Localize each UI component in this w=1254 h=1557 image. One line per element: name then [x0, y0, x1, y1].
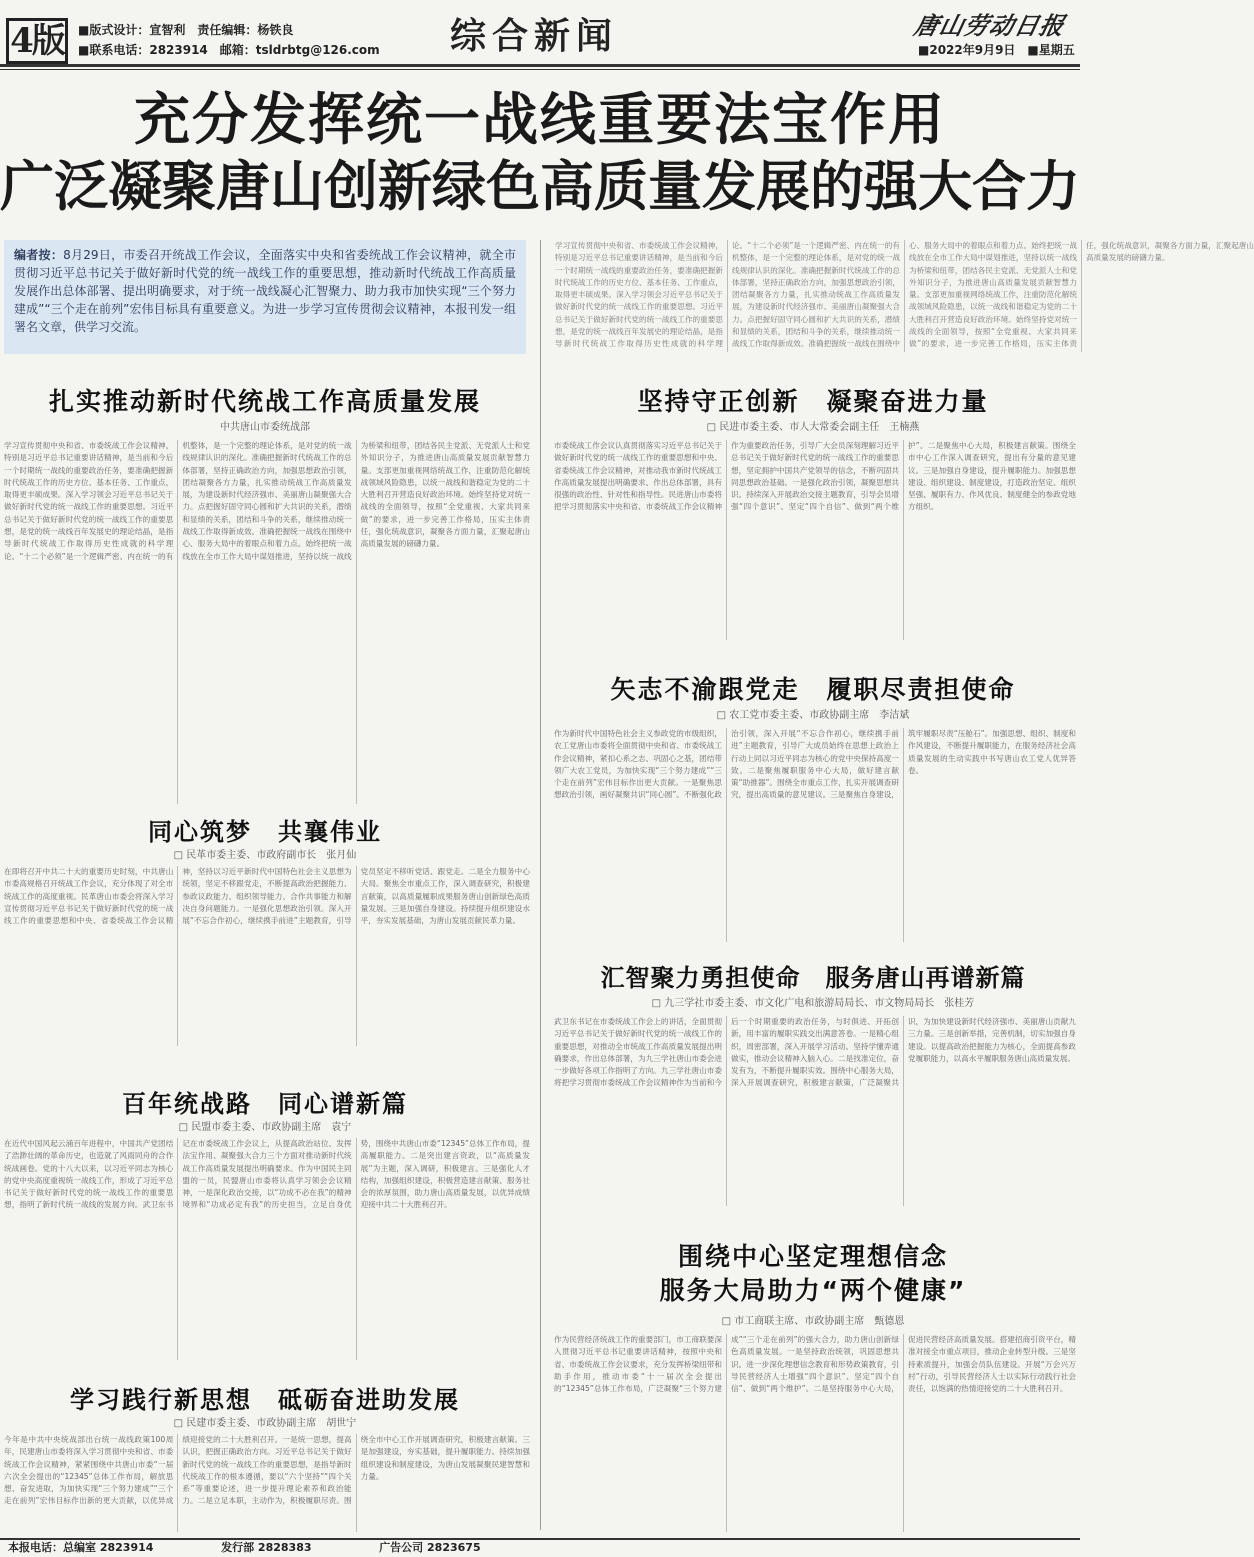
article-byline: □ 民建市委主委、市政协副主席 胡世宁: [173, 1418, 357, 1429]
article-byline: □ 九三学社市委主委、市文化广电和旅游局局长、市文物局局长 张桂芳: [651, 998, 975, 1009]
article-body: 在即将召开中共二十大的重要历史时刻，中共唐山市委高规格召开统战工作会议，充分体现了对全市统战工作的高度重视。民革唐山市委会将深入学习宣传贯彻习近平总书记关于做好新时代党的统一战线工作的重要思想和中央、省委统战工作会议精神，坚持以习近平新时代中国特色社会主义思想为统领，坚定不移跟党走，不断提高政治把握能力、参政议政能力、组织领导能力、合作共事能力和解决自身问题能力。一是强化思想政治引领。深入开展“不忘合作初心，继续携手前进”主题教育，引导党员坚定不移听党话、跟党走。二是全力服务中心大局。聚焦全市重点工作，深入调查研究，积极建言献策，以高质量履职成果服务唐山创新绿色高质量发展。三是加强自身建设。持续提升组织建设水平，夯实发展基础，为唐山发展贡献民革力量。: [4, 867, 530, 926]
article-title: 同心筑梦 共襄伟业: [148, 818, 382, 846]
newspaper-logo: 唐山劳动日报: [911, 11, 1068, 40]
article-title: 围绕中心坚定理想信念 服务大局助力“两个健康”: [659, 1242, 967, 1305]
masthead-rule: [0, 64, 1080, 67]
article-title: 学习践行新思想 砥砺奋进助发展: [70, 1386, 460, 1414]
article-title: 矢志不渝跟党走 履职尽责担使命: [610, 675, 1016, 704]
footer-ads-phone: 广告公司 2823675: [379, 1541, 481, 1554]
article-byline: □ 农工党市委主委、市政协副主席 李洁斌: [716, 710, 910, 721]
footer: [0, 1538, 1080, 1557]
article-continuation: 学习宣传贯彻中央和省、市委统战工作会议精神，特别是习近平总书记重要讲话精神，是当前和今后一个时期统一战线的重要政治任务，要准确把握新时代统战工作的历史方位、基本任务、工作重点，取得更丰硕成果。深入学习领会习近平总书记关于做好新时代党的统一战线工作的重要思想。习近平总书记关于做好新时代党的统一战线工作的重要思想，是党的统一战线百年发展史的理论结晶，是指导新时代统战工作取得历史性成就的科学理论。“十二个必须”是一个逻辑严密、内在统一的有机整体，是一个完整的理论体系，是对党的统一战线规律认识的深化。准确把握新时代统战工作的总体部署，坚持正确政治方向，加强思想政治引领，团结凝聚各方力量，扎实推动统战工作高质量发展，为建设新时代经济强市、美丽唐山凝聚强大合力。点把握好固守同心圆和扩大共识的关系，潜绩和显绩的关系，团结和斗争的关系，继续推动统一战线工作取得新成效。准确把握统一战线在围绕中心、服务大局中的着眼点和着力点。始终把统一战线放在全市工作大局中谋划推进，坚持以统一战线为桥梁和纽带，团结各民主党派、无党派人士和党外知识分子，为推进唐山高质量发展贡献智慧力量。支部更加重视网络统战工作，注重防范化解统战领域风险隐患，以统一战线和谐稳定为党的二十大胜利召开营造良好政治环境。始终坚持党对统一战线的全面领导，按照“全党重视、大家共同来做”的要求，进一步完善工作格局，压实主体责任，强化统战意识，凝聚各方面力量，汇聚起唐山高质量发展的磅礴力量。: [555, 241, 1254, 349]
article-body: 今年是中共中央统战部出台统一战线政策100周年，民建唐山市委将深入学习贯彻中央和省、市委统战工作会议精神，紧紧围绕中共唐山市委“一届六次全会提出的“12345”总体工作布局，解放思想、奋发进取，为加快实现“三个努力建成”“三个走在前列”宏伟目标作出新的更大贡献，以优异成绩迎接党的二十大胜利召开。一是统一思想，提高认识，把握正确政治方向。习近平总书记关于做好新时代党的统一战线工作的重要思想，是指导新时代统战工作的根本遵循，要以“六个坚持”“四个关系”等重要论述，进一步提升理论素养和政治能力。二是立足本职，主动作为，积极履职尽责。围绕全市中心工作开展调查研究，积极建言献策。三是加强建设，夯实基础，提升履职能力。持续加强组织建设和制度建设，为唐山发展凝聚民建智慧和力量。: [4, 1435, 530, 1506]
article-body: 作为新时代中国特色社会主义参政党的市级组织，农工党唐山市委将全面贯彻中央和省、市委统战工作会议精神，紧扣心系之志、巩固心之基，团结带领广大农工党员，为加快实现“三个努力建成”“三个走在前列”宏伟目标作出更大贡献。一是聚焦思想政治引领，画好凝聚共识“同心圆”。不断强化政治引领，深入开展“不忘合作初心，继续携手前进”主题教育，引导广大成员始终在思想上政治上行动上同以习近平同志为核心的党中央保持高度一致。二是聚焦履职服务中心大局，做好建言献策“助推器”。围绕全市重点工作，扎实开展调查研究，提出高质量的意见建议。三是聚焦自身建设，筑牢履职尽责“压舱石”。加强思想、组织、制度和作风建设，不断提升履职能力，在服务经济社会高质量发展的生动实践中书写唐山农工党人优异答卷。: [554, 729, 1076, 800]
headline-line-2: 广泛凝聚唐山创新绿色高质量发展的强大合力: [0, 155, 1080, 218]
column-divider: [540, 240, 541, 1530]
article-body: 作为民营经济统战工作的重要部门，市工商联要深入贯彻习近平总书记重要讲话精神，按照中央和省、市委统战工作会议要求，充分发挥桥梁纽带和助手作用，推动市委“十一届次全会提出的“12345”总体工作布局，广泛凝聚“三个努力建成”“三个走在前列”的强大合力，助力唐山创新绿色高质量发展。一是坚持政治统领，巩固思想共识。进一步深化理想信念教育和形势政策教育，引导民营经济人士增强“四个意识”、坚定“四个自信”、做到“两个维护”。二是坚持服务中心大局，促进民营经济高质量发展。搭建招商引资平台，精准对接全市重点项目，推动企业转型升级。三是坚持素质提升，加强会员队伍建设。开展“万会兴万村”行动，引导民营经济人士以实际行动践行社会责任，以饱满的热情迎接党的二十大胜利召开。: [554, 1335, 1076, 1394]
article-byline: 中共唐山市委统战部: [220, 422, 310, 433]
footer-distribution-phone: 发行部 2828383: [221, 1541, 312, 1554]
design-credit: ■版式设计：宣智利 责任编辑：杨铁良: [78, 23, 294, 37]
article-title: 百年统战路 同心谱新篇: [122, 1090, 408, 1118]
editor-note: [4, 240, 526, 354]
article-body: 武卫东书记在市委统战工作会上的讲话，全面贯彻习近平总书记关于做好新时代党的统一战线工作的重要思想，对推动全市统战工作高质量发展提出明确要求，作出总体部署，为九三学社唐山市委会进一步做好各项工作指明了方向。九三学社唐山市委将把学习贯彻市委统战工作会议精神作为当前和今后一个时期重要的政治任务，与时俱进、开拓创新，用丰富的履职实践交出满意答卷。一是精心组织，周密部署，深入开展学习活动。坚持学懂弄通做实，推动会议精神入脑入心。二是找准定位，奋发有为，不断提升履职实效。围绕中心服务大局，深入开展调查研究，积极建言献策，广泛凝聚共识，为加快建设新时代经济强市、美丽唐山贡献九三力量。三是创新举措，完善机制，切实加强自身建设。以提高政治把握能力为核心，全面提高参政党履职能力，以高水平履职服务唐山高质量发展。: [554, 1017, 1076, 1088]
article-title: 扎实推动新时代统战工作高质量发展: [48, 387, 481, 416]
editor-note-label: 编者按：: [14, 248, 64, 262]
article-title: 汇智聚力勇担使命 服务唐山再谱新篇: [600, 964, 1026, 992]
article-byline: □ 市工商联主席、市政协副主席 甄德恩: [721, 1316, 905, 1327]
footer-office-phone: 本报电话：总编室 2823914: [8, 1541, 154, 1554]
headline-line-1: 充分发挥统一战线重要法宝作用: [134, 88, 946, 153]
article-byline: □ 民革市委主委、市政府副市长 张月仙: [173, 850, 357, 861]
article-byline: □ 民进市委主委、市人大常委会副主任 王楠燕: [706, 422, 920, 433]
article-title: 坚持守正创新 凝聚奋进力量: [637, 387, 989, 416]
issue-date: ■2022年9月9日 ■星期五: [918, 43, 1075, 57]
article-byline: □ 民盟市委主委、市政协副主席 袁宁: [178, 1122, 352, 1133]
editor-note-text: 8月29日，市委召开统战工作会议，全面落实中央和省委统战工作会议精神，就全市贯彻习近平总书记关于做好新时代党的统一战线工作的重要思想，推动新时代统战工作高质量发展作出总体部署、提出明确要求，对于统一战线凝心汇智聚力、助力我市加快实现“三个努力建成”“三个走在前列”宏伟目标具有重要意义。为进一步学习宣传贯彻会议精神，本报刊发一组署名文章，供学习交流。: [14, 248, 516, 334]
article-body: 在近代中国风起云涌百年进程中，中国共产党团结了浩渺壮阔的革命历史，也造就了风雨同舟的合作统战画卷。党的十八大以来，以习近平同志为核心的党中央高度重视统一战线工作，形成了习近平总书记关于做好新时代党的统一战线工作的重要思想，指明了新时代统一战线的发展方向。武卫东书记在市委统战工作会议上，从提高政治站位、发挥法宝作用、凝聚强大合力三个方面对推动新时代统战工作高质量发展提出明确要求。作为中国民主同盟的一员，民盟唐山市委将认真学习领会会议精神，一是深化政治交接，以“功成不必在我”的精神境界和“功成必定有我”的历史担当，立足自身优势，围绕中共唐山市委“12345”总体工作布局，提高履职能力。二是突出建言资政，以“高质量发展”为主题，深入调研，积极建言。三是强化人才结构，加强组织建设，积极营造建言献策、服务社会的浓厚氛围，助力唐山高质量发展，以优异成绩迎接中共二十大胜利召开。: [4, 1139, 530, 1210]
section-title: 综合新闻: [450, 15, 619, 57]
article-body: 学习宣传贯彻中央和省、市委统战工作会议精神，特别是习近平总书记重要讲话精神，是当前和今后一个时期统一战线的重要政治任务，要准确把握新时代统战工作的历史方位、基本任务、工作重点，取得更丰硕成果。深入学习领会习近平总书记关于做好新时代党的统一战线工作的重要思想。习近平总书记关于做好新时代党的统一战线工作的重要思想，是党的统一战线百年发展史的理论结晶，是指导新时代统战工作取得历史性成就的科学理论。“十二个必须”是一个逻辑严密、内在统一的有机整体，是一个完整的理论体系，是对党的统一战线规律认识的深化。准确把握新时代统战工作的总体部署，坚持正确政治方向，加强思想政治引领，团结凝聚各方力量，扎实推动统战工作高质量发展，为建设新时代经济强市、美丽唐山凝聚强大合力。点把握好固守同心圆和扩大共识的关系，潜绩和显绩的关系，团结和斗争的关系，继续推动统一战线工作取得新成效。准确把握统一战线在围绕中心、服务大局中的着眼点和着力点。始终把统一战线放在全市工作大局中谋划推进，坚持以统一战线为桥梁和纽带，团结各民主党派、无党派人士和党外知识分子，为推进唐山高质量发展贡献智慧力量。支部更加重视网络统战工作，注重防范化解统战领域风险隐患，以统一战线和谐稳定为党的二十大胜利召开营造良好政治环境。始终坚持党对统一战线的全面领导，按照“全党重视、大家共同来做”的要求，进一步完善工作格局，压实主体责任，强化统战意识，凝聚各方面力量，汇聚起唐山高质量发展的磅礴力量。: [4, 441, 530, 561]
contact-info: ■联系电话：2823914 邮箱：tsldrbtg@126.com: [78, 43, 380, 57]
page-number: 4版: [6, 18, 68, 64]
article-body: 市委统战工作会议认真贯彻落实习近平总书记关于做好新时代党的统一战线工作的重要思想和中央、省委统战工作会议精神，对推动我市新时代统战工作高质量发展提出明确要求、作出总体部署，具有很强的政治性、针对性和指导性。民进唐山市委将把学习贯彻落实中央和省、市委统战工作会议精神作为重要政治任务，引导广大会员深刻理解习近平总书记关于做好新时代党的统一战线工作的重要思想，坚定拥护中国共产党领导的信念，不断巩固共同思想政治基础。一是强化政治引领，凝聚思想共识。持续深入开展政治交接主题教育，引导会员增强“四个意识”、坚定“四个自信”、做到“两个维护”。二是聚焦中心大局，积极建言献策。围绕全市中心工作深入调查研究，提出有分量的意见建议。三是加强自身建设，提升履职能力。加强思想建设、组织建设、制度建设，打造政治坚定、组织坚强、履职有力、作风优良、制度健全的参政党地方组织。: [554, 441, 1076, 512]
masthead-rule-thin: [0, 69, 1080, 70]
